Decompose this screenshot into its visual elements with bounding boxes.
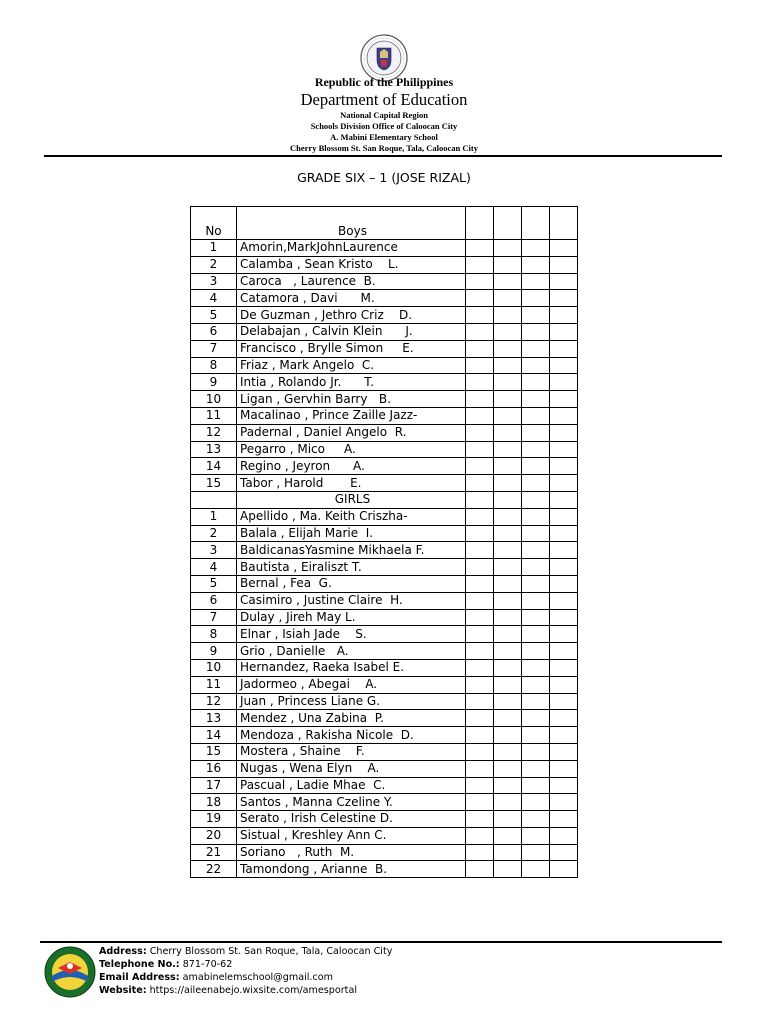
checkbox-cell[interactable] <box>550 424 578 441</box>
student-name: Bautista , Eiraliszt T. <box>237 559 466 576</box>
checkbox-cell[interactable] <box>494 676 522 693</box>
checkbox-cell[interactable] <box>494 693 522 710</box>
row-number: 5 <box>191 307 237 324</box>
table-row <box>191 323 578 340</box>
table-row <box>191 861 578 878</box>
checkbox-cell[interactable] <box>522 525 550 542</box>
table-row <box>191 407 578 424</box>
checkbox-cell[interactable] <box>494 207 522 240</box>
checkbox-cell[interactable] <box>466 693 494 710</box>
row-number: 3 <box>191 542 237 559</box>
checkbox-cell[interactable] <box>522 424 550 441</box>
checkbox-cell[interactable] <box>550 659 578 676</box>
checkbox-cell[interactable] <box>550 559 578 576</box>
checkbox-cell[interactable] <box>494 273 522 290</box>
checkbox-cell[interactable] <box>494 844 522 861</box>
checkbox-cell[interactable] <box>494 609 522 626</box>
student-name: Apellido , Ma. Keith Criszha- <box>237 508 466 525</box>
checkbox-cell[interactable] <box>494 508 522 525</box>
row-number: 13 <box>191 710 237 727</box>
student-name: De Guzman , Jethro Criz D. <box>237 307 466 324</box>
table-row <box>191 525 578 542</box>
student-name: Tabor , Harold E. <box>237 475 466 492</box>
checkbox-cell[interactable] <box>466 626 494 643</box>
checkbox-cell[interactable] <box>494 794 522 811</box>
table-row <box>191 710 578 727</box>
checkbox-cell[interactable] <box>550 794 578 811</box>
table-row <box>191 643 578 660</box>
checkbox-cell[interactable] <box>522 407 550 424</box>
table-row <box>191 659 578 676</box>
checkbox-cell[interactable] <box>550 743 578 760</box>
checkbox-cell[interactable] <box>522 240 550 257</box>
checkbox-cell[interactable] <box>522 693 550 710</box>
checkbox-cell[interactable] <box>466 542 494 559</box>
footer-address: Address: Cherry Blossom St. San Roque, Tala, Caloocan City <box>99 946 393 957</box>
checkbox-cell[interactable] <box>494 559 522 576</box>
checkbox-cell[interactable] <box>550 290 578 307</box>
row-number: 14 <box>191 458 237 475</box>
header-divider <box>44 155 722 157</box>
checkbox-cell[interactable] <box>522 323 550 340</box>
student-name: Sistual , Kreshley Ann C. <box>237 827 466 844</box>
row-number: 10 <box>191 659 237 676</box>
checkbox-cell[interactable] <box>494 575 522 592</box>
row-number: 21 <box>191 844 237 861</box>
row-number: 20 <box>191 827 237 844</box>
checkbox-cell[interactable] <box>522 844 550 861</box>
checkbox-cell[interactable] <box>522 592 550 609</box>
checkbox-cell[interactable] <box>522 861 550 878</box>
row-number: 22 <box>191 861 237 878</box>
checkbox-cell[interactable] <box>550 811 578 828</box>
student-name: Delabajan , Calvin Klein J. <box>237 323 466 340</box>
checkbox-cell[interactable] <box>466 525 494 542</box>
row-number: 7 <box>191 609 237 626</box>
checkbox-cell[interactable] <box>522 794 550 811</box>
student-name: Intia , Rolando Jr. T. <box>237 374 466 391</box>
checkbox-cell[interactable] <box>466 323 494 340</box>
checkbox-cell[interactable] <box>550 374 578 391</box>
checkbox-cell[interactable] <box>466 659 494 676</box>
checkbox-cell[interactable] <box>466 575 494 592</box>
checkbox-cell[interactable] <box>550 609 578 626</box>
row-number: 1 <box>191 240 237 257</box>
checkbox-cell[interactable] <box>494 491 522 508</box>
checkbox-cell[interactable] <box>466 743 494 760</box>
checkbox-cell[interactable] <box>550 592 578 609</box>
table-row <box>191 827 578 844</box>
checkbox-cell[interactable] <box>550 340 578 357</box>
table-row <box>191 559 578 576</box>
checkbox-cell[interactable] <box>550 391 578 408</box>
row-number: 8 <box>191 626 237 643</box>
checkbox-cell[interactable] <box>494 424 522 441</box>
table-row <box>191 256 578 273</box>
girls-heading-blank <box>191 491 237 508</box>
checkbox-cell[interactable] <box>494 307 522 324</box>
header-address: Cherry Blossom St. San Roque, Tala, Caloocan City <box>290 143 478 153</box>
checkbox-cell[interactable] <box>466 643 494 660</box>
checkbox-cell[interactable] <box>550 357 578 374</box>
student-name: Soriano , Ruth M. <box>237 844 466 861</box>
table-header-row <box>191 207 578 240</box>
row-number: 19 <box>191 811 237 828</box>
table-row <box>191 592 578 609</box>
table-row <box>191 626 578 643</box>
footer-website: Website: https://aileenabejo.wixsite.com/amesportal <box>99 985 357 996</box>
checkbox-cell[interactable] <box>494 743 522 760</box>
checkbox-cell[interactable] <box>494 727 522 744</box>
checkbox-cell[interactable] <box>466 508 494 525</box>
student-name: Grio , Danielle A. <box>237 643 466 660</box>
checkbox-cell[interactable] <box>466 827 494 844</box>
row-number: 6 <box>191 323 237 340</box>
checkbox-cell[interactable] <box>466 491 494 508</box>
table-row <box>191 760 578 777</box>
checkbox-cell[interactable] <box>550 542 578 559</box>
checkbox-cell[interactable] <box>466 307 494 324</box>
checkbox-cell[interactable] <box>522 256 550 273</box>
checkbox-cell[interactable] <box>522 727 550 744</box>
checkbox-cell[interactable] <box>522 575 550 592</box>
student-name: Calamba , Sean Kristo L. <box>237 256 466 273</box>
checkbox-cell[interactable] <box>550 207 578 240</box>
checkbox-cell[interactable] <box>494 240 522 257</box>
checkbox-cell[interactable] <box>522 290 550 307</box>
table-row <box>191 575 578 592</box>
checkbox-cell[interactable] <box>494 340 522 357</box>
checkbox-cell[interactable] <box>550 256 578 273</box>
checkbox-cell[interactable] <box>494 391 522 408</box>
checkbox-cell[interactable] <box>522 827 550 844</box>
table-row <box>191 441 578 458</box>
checkbox-cell[interactable] <box>522 374 550 391</box>
student-name: Pascual , Ladie Mhae C. <box>237 777 466 794</box>
checkbox-cell[interactable] <box>466 676 494 693</box>
table-row <box>191 844 578 861</box>
checkbox-cell[interactable] <box>550 273 578 290</box>
checkbox-cell[interactable] <box>494 760 522 777</box>
student-name: Mendoza , Rakisha Nicole D. <box>237 727 466 744</box>
checkbox-cell[interactable] <box>466 861 494 878</box>
student-name: Balala , Elijah Marie I. <box>237 525 466 542</box>
checkbox-cell[interactable] <box>550 575 578 592</box>
row-number: 14 <box>191 727 237 744</box>
checkbox-cell[interactable] <box>550 676 578 693</box>
checkbox-cell[interactable] <box>522 811 550 828</box>
checkbox-cell[interactable] <box>466 727 494 744</box>
row-number: 12 <box>191 424 237 441</box>
checkbox-cell[interactable] <box>494 374 522 391</box>
checkbox-cell[interactable] <box>522 559 550 576</box>
table-row <box>191 609 578 626</box>
footer-divider <box>40 941 722 943</box>
checkbox-cell[interactable] <box>494 659 522 676</box>
footer-telephone: Telephone No.: 871-70-62 <box>99 959 233 970</box>
row-number: 9 <box>191 643 237 660</box>
checkbox-cell[interactable] <box>494 525 522 542</box>
table-row <box>191 273 578 290</box>
checkbox-cell[interactable] <box>466 240 494 257</box>
header-boys: Boys <box>237 207 466 240</box>
table-row <box>191 307 578 324</box>
checkbox-cell[interactable] <box>522 441 550 458</box>
header-division: Schools Division Office of Caloocan City <box>310 121 458 131</box>
checkbox-cell[interactable] <box>550 240 578 257</box>
checkbox-cell[interactable] <box>550 441 578 458</box>
girls-heading: GIRLS <box>237 491 466 508</box>
checkbox-cell[interactable] <box>522 340 550 357</box>
checkbox-cell[interactable] <box>522 609 550 626</box>
row-number: 8 <box>191 357 237 374</box>
row-number: 3 <box>191 273 237 290</box>
row-number: 13 <box>191 441 237 458</box>
checkbox-cell[interactable] <box>494 626 522 643</box>
checkbox-cell[interactable] <box>550 475 578 492</box>
checkbox-cell[interactable] <box>466 340 494 357</box>
checkbox-cell[interactable] <box>522 542 550 559</box>
checkbox-cell[interactable] <box>494 475 522 492</box>
checkbox-cell[interactable] <box>494 290 522 307</box>
table-row <box>191 794 578 811</box>
checkbox-cell[interactable] <box>550 407 578 424</box>
checkbox-cell[interactable] <box>522 458 550 475</box>
header-republic: Republic of the Philippines <box>314 75 454 89</box>
checkbox-cell[interactable] <box>550 458 578 475</box>
checkbox-cell[interactable] <box>522 626 550 643</box>
row-number: 11 <box>191 407 237 424</box>
checkbox-cell[interactable] <box>494 407 522 424</box>
checkbox-cell[interactable] <box>522 307 550 324</box>
student-name: Regino , Jeyron A. <box>237 458 466 475</box>
student-name: Pegarro , Mico A. <box>237 441 466 458</box>
header-no: No <box>191 207 237 240</box>
row-number: 15 <box>191 743 237 760</box>
student-name: Mendez , Una Zabina P. <box>237 710 466 727</box>
student-name: Francisco , Brylle Simon E. <box>237 340 466 357</box>
checkbox-cell[interactable] <box>550 861 578 878</box>
table-row <box>191 811 578 828</box>
checkbox-cell[interactable] <box>522 207 550 240</box>
student-name: Tamondong , Arianne B. <box>237 861 466 878</box>
table-row <box>191 391 578 408</box>
footer-email: Email Address: amabinelemschool@gmail.com <box>99 972 333 983</box>
checkbox-cell[interactable] <box>466 609 494 626</box>
checkbox-cell[interactable] <box>494 441 522 458</box>
student-name: Friaz , Mark Angelo C. <box>237 357 466 374</box>
checkbox-cell[interactable] <box>550 307 578 324</box>
checkbox-cell[interactable] <box>494 458 522 475</box>
checkbox-cell[interactable] <box>550 844 578 861</box>
checkbox-cell[interactable] <box>522 508 550 525</box>
checkbox-cell[interactable] <box>522 743 550 760</box>
row-number: 4 <box>191 290 237 307</box>
student-name: Ligan , Gervhin Barry B. <box>237 391 466 408</box>
table-row <box>191 542 578 559</box>
student-name: Elnar , Isiah Jade S. <box>237 626 466 643</box>
row-number: 17 <box>191 777 237 794</box>
checkbox-cell[interactable] <box>550 710 578 727</box>
student-name: Nugas , Wena Elyn A. <box>237 760 466 777</box>
student-name: Amorin,MarkJohnLaurence <box>237 240 466 257</box>
checkbox-cell[interactable] <box>494 357 522 374</box>
checkbox-cell[interactable] <box>550 727 578 744</box>
row-number: 16 <box>191 760 237 777</box>
class-roster-table <box>190 206 578 878</box>
row-number: 4 <box>191 559 237 576</box>
checkbox-cell[interactable] <box>466 794 494 811</box>
checkbox-cell[interactable] <box>550 693 578 710</box>
checkbox-cell[interactable] <box>550 827 578 844</box>
checkbox-cell[interactable] <box>494 861 522 878</box>
table-row <box>191 777 578 794</box>
row-number: 5 <box>191 575 237 592</box>
checkbox-cell[interactable] <box>522 643 550 660</box>
checkbox-cell[interactable] <box>494 592 522 609</box>
checkbox-cell[interactable] <box>522 391 550 408</box>
student-name: Mostera , Shaine F. <box>237 743 466 760</box>
row-number: 7 <box>191 340 237 357</box>
student-name: Bernal , Fea G. <box>237 575 466 592</box>
checkbox-cell[interactable] <box>494 777 522 794</box>
row-number: 2 <box>191 256 237 273</box>
checkbox-cell[interactable] <box>466 441 494 458</box>
checkbox-cell[interactable] <box>550 525 578 542</box>
checkbox-cell[interactable] <box>466 273 494 290</box>
checkbox-cell[interactable] <box>550 643 578 660</box>
student-name: Dulay , Jireh May L. <box>237 609 466 626</box>
row-number: 10 <box>191 391 237 408</box>
girls-heading-row <box>191 491 578 508</box>
checkbox-cell[interactable] <box>494 643 522 660</box>
checkbox-cell[interactable] <box>550 508 578 525</box>
table-row <box>191 374 578 391</box>
student-name: Catamora , Davi M. <box>237 290 466 307</box>
row-number: 18 <box>191 794 237 811</box>
checkbox-cell[interactable] <box>522 710 550 727</box>
student-name: Santos , Manna Czeline Y. <box>237 794 466 811</box>
checkbox-cell[interactable] <box>522 676 550 693</box>
checkbox-cell[interactable] <box>522 273 550 290</box>
student-name: Macalinao , Prince Zaille Jazz- <box>237 407 466 424</box>
checkbox-cell[interactable] <box>522 777 550 794</box>
checkbox-cell[interactable] <box>522 760 550 777</box>
checkbox-cell[interactable] <box>466 475 494 492</box>
checkbox-cell[interactable] <box>522 357 550 374</box>
checkbox-cell[interactable] <box>550 626 578 643</box>
checkbox-cell[interactable] <box>466 710 494 727</box>
row-number: 9 <box>191 374 237 391</box>
checkbox-cell[interactable] <box>550 777 578 794</box>
header-school: A. Mabini Elementary School <box>330 132 438 142</box>
checkbox-cell[interactable] <box>466 357 494 374</box>
row-number: 15 <box>191 475 237 492</box>
table-row <box>191 290 578 307</box>
table-row <box>191 424 578 441</box>
student-name: Hernandez, Raeka Isabel E. <box>237 659 466 676</box>
student-name: Padernal , Daniel Angelo R. <box>237 424 466 441</box>
checkbox-cell[interactable] <box>494 256 522 273</box>
table-row <box>191 508 578 525</box>
checkbox-cell[interactable] <box>466 374 494 391</box>
table-row <box>191 357 578 374</box>
checkbox-cell[interactable] <box>466 559 494 576</box>
table-row <box>191 458 578 475</box>
student-name: Jadormeo , Abegai A. <box>237 676 466 693</box>
class-title: GRADE SIX – 1 (JOSE RIZAL) <box>297 170 471 185</box>
student-name: Juan , Princess Liane G. <box>237 693 466 710</box>
checkbox-cell[interactable] <box>550 323 578 340</box>
checkbox-cell[interactable] <box>494 811 522 828</box>
table-row <box>191 676 578 693</box>
checkbox-cell[interactable] <box>494 542 522 559</box>
checkbox-cell[interactable] <box>494 710 522 727</box>
table-row <box>191 240 578 257</box>
student-name: Casimiro , Justine Claire H. <box>237 592 466 609</box>
checkbox-cell[interactable] <box>466 777 494 794</box>
checkbox-cell[interactable] <box>494 827 522 844</box>
checkbox-cell[interactable] <box>466 760 494 777</box>
checkbox-cell[interactable] <box>466 290 494 307</box>
checkbox-cell[interactable] <box>466 207 494 240</box>
student-name: Caroca , Laurence B. <box>237 273 466 290</box>
checkbox-cell[interactable] <box>466 391 494 408</box>
checkbox-cell[interactable] <box>550 491 578 508</box>
checkbox-cell[interactable] <box>466 592 494 609</box>
checkbox-cell[interactable] <box>522 475 550 492</box>
checkbox-cell[interactable] <box>466 407 494 424</box>
checkbox-cell[interactable] <box>466 458 494 475</box>
table-row <box>191 340 578 357</box>
checkbox-cell[interactable] <box>522 491 550 508</box>
table-row <box>191 727 578 744</box>
row-number: 1 <box>191 508 237 525</box>
checkbox-cell[interactable] <box>550 760 578 777</box>
checkbox-cell[interactable] <box>466 844 494 861</box>
header-department: Department of Education <box>300 90 468 109</box>
checkbox-cell[interactable] <box>466 424 494 441</box>
checkbox-cell[interactable] <box>466 811 494 828</box>
student-name: BaldicanasYasmine Mikhaela F. <box>237 542 466 559</box>
row-number: 6 <box>191 592 237 609</box>
table-row <box>191 693 578 710</box>
row-number: 2 <box>191 525 237 542</box>
school-logo <box>44 946 96 998</box>
table-row <box>191 743 578 760</box>
checkbox-cell[interactable] <box>466 256 494 273</box>
row-number: 12 <box>191 693 237 710</box>
checkbox-cell[interactable] <box>522 659 550 676</box>
student-name: Serato , Irish Celestine D. <box>237 811 466 828</box>
header-region: National Capital Region <box>340 110 428 120</box>
table-row <box>191 475 578 492</box>
row-number: 11 <box>191 676 237 693</box>
checkbox-cell[interactable] <box>494 323 522 340</box>
